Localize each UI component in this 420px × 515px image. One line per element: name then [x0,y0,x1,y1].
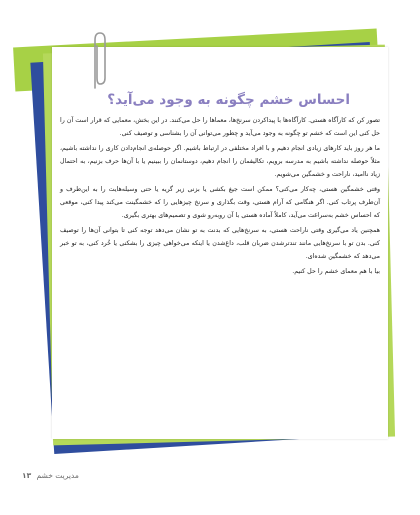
paperclip-icon [88,30,110,92]
page-footer [22,471,79,480]
page-content [60,92,380,280]
footer-label: مدیریت خشم [36,471,79,480]
page-number: ۱۳ [22,471,32,480]
paragraph: بیا با هم معمای خشم را حل کنیم. [292,268,380,275]
paragraph: وقتی خشمگین هستی، چه‌کار می‌کنی؟ ممکن است جیغ بکشی یا بزنی زیر گریه یا حتی وسیله‌هایت را به این‌طرف و آن‌طرف پرتاب کنی. اگر هنگامی که آرام هستی، وقت بگذاری و سرنخ چیزهایی را که خشمگینت می‌کند پیدا کنی، موقعی که احساس خشم به‌سراغت می‌آید، کاملاً آماده هستی با آن روبه‌رو شوی و تصمیم‌های بهتری بگیری. [60,186,380,219]
paragraph: ما هر روز باید کارهای زیادی انجام دهیم و با افراد مختلفی در ارتباط باشیم. اگر حوصله‌ی انجام‌دادن کاری را نداشته باشیم، مثلاً حوصله نداشته باشیم به مدرسه برویم، تکالیفمان را انجام دهیم، دوستانمان را ببینیم یا با آن‌ها حرف بزنیم، به احتمال زیاد ناامید، ناراحت و خشمگین می‌شویم. [60,145,380,178]
paragraph: تصور کن که کارآگاه هستی. کارآگاه‌ها با پیداکردن سرنخ‌ها، معماها را حل می‌کنند. در این بخش، معمایی که قرار است آن را حل کنی این است که خشم تو چگونه به وجود می‌آید و چطور می‌توانی آن را بشناسی و توصیف کنی. [60,117,380,137]
paragraph: همچنین یاد می‌گیری وقتی ناراحت هستی، به سرنخ‌هایی که بدنت به تو نشان می‌دهد توجه کنی تا بتوانی آن‌ها را توصیف کنی. بدن تو با سرنخ‌هایی مانند تندترشدن ضربان قلب، داغ‌شدن یا اینکه می‌خواهی چیزی را بشکنی یا خُرد کنی، به تو خبر می‌دهد که خشمگین شده‌ای. [60,227,380,260]
page-title: احساس خشم چگونه به وجود می‌آید؟ [107,92,350,108]
